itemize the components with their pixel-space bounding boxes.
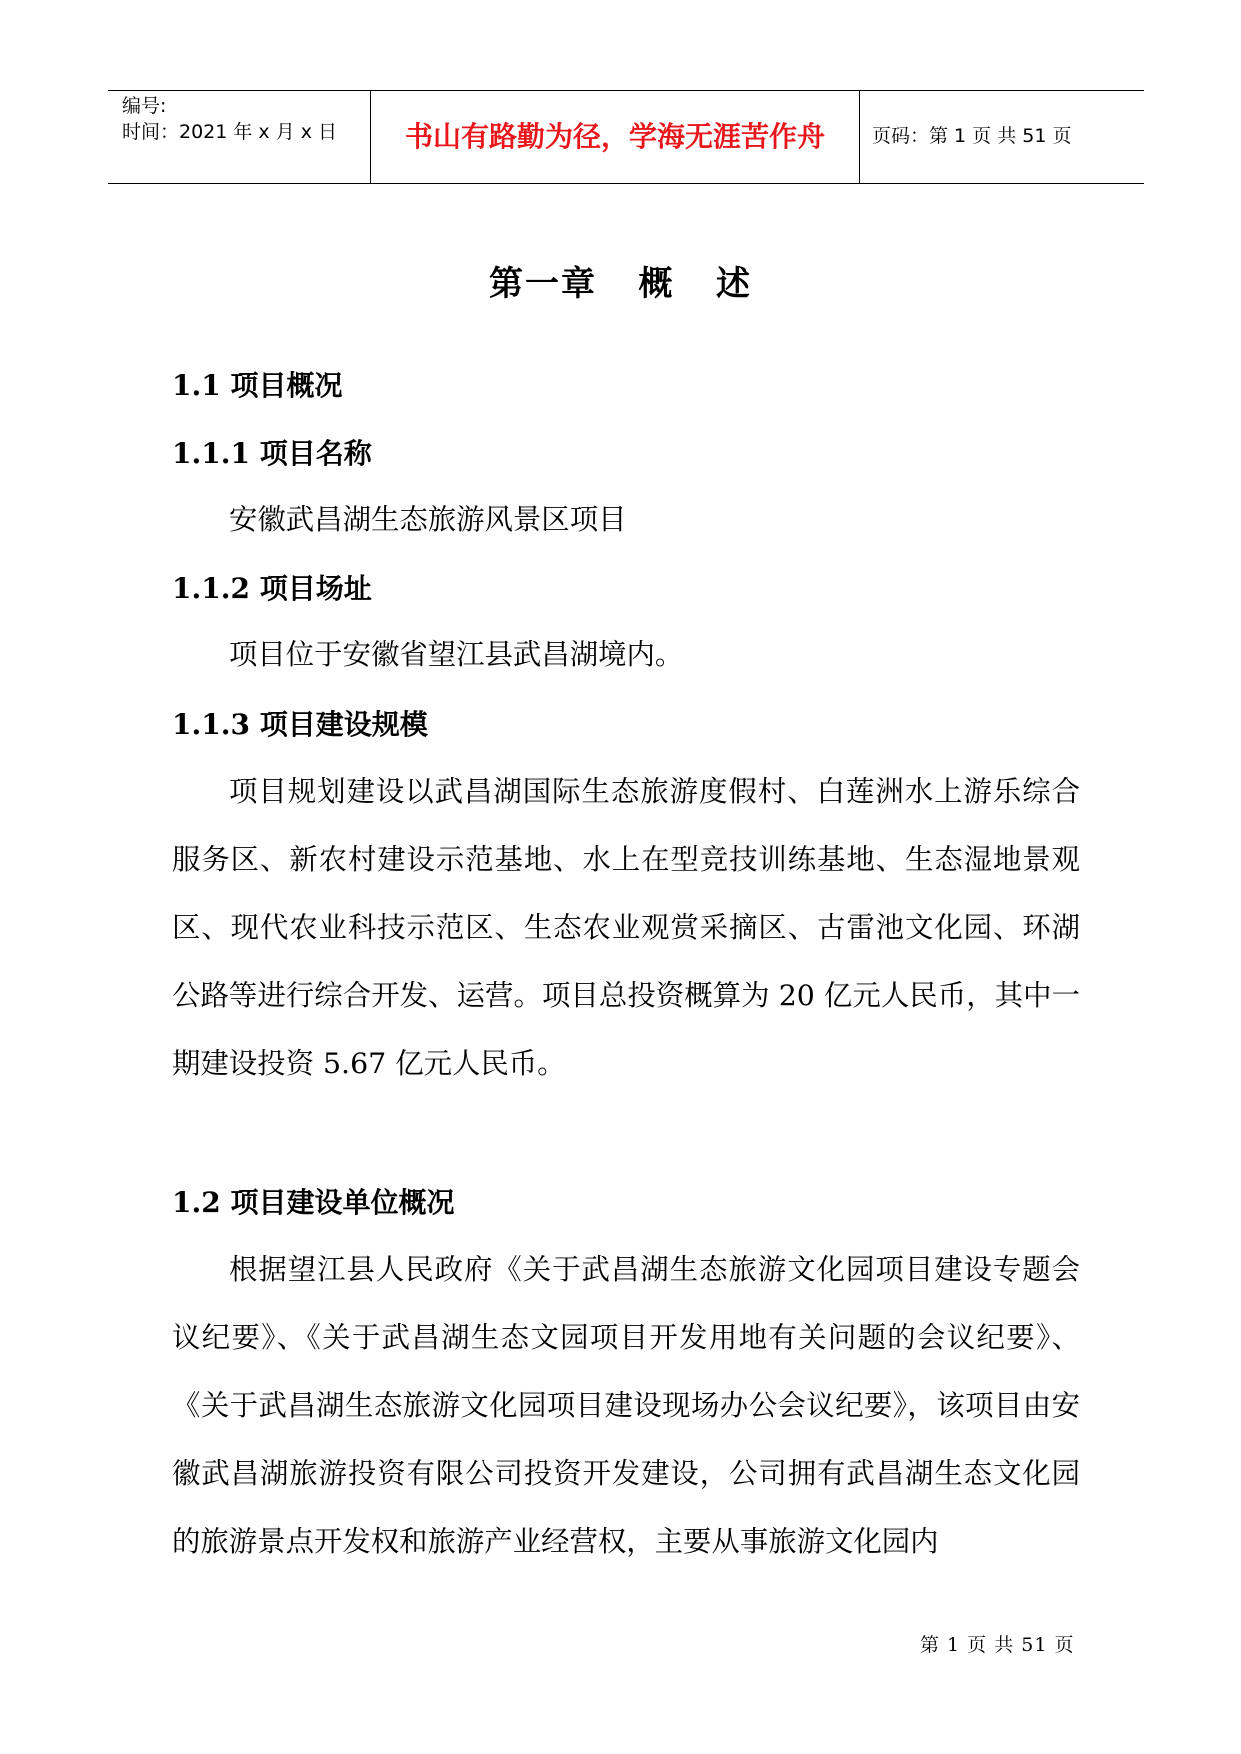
paragraph-project-scale: 项目规划建设以武昌湖国际生态旅游度假村、白莲洲水上游乐综合服务区、新农村建设示范基地、水上在型竞技训练基地、生态湿地景观区、现代农业科技示范区、生态农业观赏采摘区、古雷池文化园、环湖公路等进行综合开发、运营。项目总投资概算为 20 亿元人民币，其中一期建设投资 5.67 亿元人民币。 bbox=[172, 775, 1080, 1080]
section-heading-1-1-1: 1.1.1 项目名称 bbox=[172, 437, 372, 470]
page-footer: 第 1 页 共 51 页 bbox=[920, 1634, 1075, 1656]
header-motto: 书山有路勤为径，学海无涯苦作舟 bbox=[404, 120, 825, 153]
section-heading-1-1-2: 1.1.2 项目场址 bbox=[172, 572, 372, 605]
header-meta-cell bbox=[108, 91, 371, 183]
section-heading-1-2: 1.2 项目建设单位概况 bbox=[172, 1186, 455, 1219]
document-date: 时间：2021 年 x 月 x 日 bbox=[122, 121, 338, 143]
page-header bbox=[108, 90, 1144, 184]
header-motto-cell bbox=[371, 91, 860, 183]
paragraph-construction-unit: 根据望江县人民政府《关于武昌湖生态旅游文化园项目建设专题会议纪要》、《关于武昌湖生态文园项目开发用地有关问题的会议纪要》、《关于武昌湖生态旅游文化园项目建设现场办公会议纪要》，该项目由安徽武昌湖旅游投资有限公司投资开发建设，公司拥有武昌湖生态文化园的旅游景点开发权和旅游产业经营权，主要从事旅游文化园内 bbox=[172, 1253, 1080, 1558]
header-page-info: 页码：第 1 页 共 51 页 bbox=[872, 125, 1072, 147]
paragraph-project-name: 安徽武昌湖生态旅游风景区项目 bbox=[229, 503, 627, 536]
section-heading-1-1: 1.1 项目概况 bbox=[172, 369, 343, 402]
paragraph-project-site: 项目位于安徽省望江县武昌湖境内。 bbox=[229, 638, 684, 671]
section-heading-1-1-3: 1.1.3 项目建设规模 bbox=[172, 708, 428, 741]
header-page-cell bbox=[860, 91, 1144, 183]
chapter-title: 第一章 概 述 bbox=[488, 264, 753, 304]
document-number-label: 编号: bbox=[122, 95, 167, 117]
